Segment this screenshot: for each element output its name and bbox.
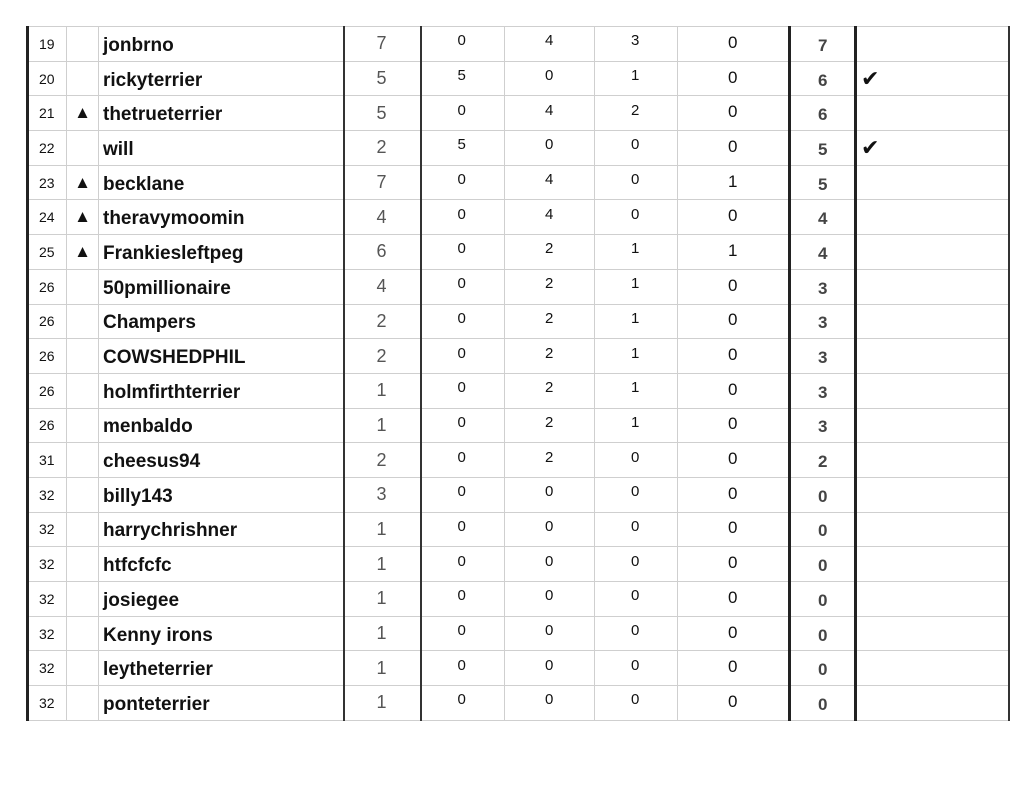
total-points-cell: 3 (790, 304, 856, 339)
player-name-cell: thetrueterrier (99, 96, 344, 131)
score-col-3-cell: 2 (505, 373, 595, 408)
total-points-cell: 3 (790, 269, 856, 304)
position-cell: 25 (28, 235, 67, 270)
score-col-4-cell: 0 (595, 443, 678, 478)
player-name-cell: htfcfcfc (99, 547, 344, 582)
score-col-1-cell: 7 (344, 27, 421, 62)
movement-up-icon (67, 582, 99, 617)
score-col-2-cell: 0 (421, 686, 505, 721)
table-row (28, 200, 1009, 235)
score-col-2-cell: 0 (421, 477, 505, 512)
score-col-2-cell: 0 (421, 547, 505, 582)
score-col-4-cell: 0 (595, 651, 678, 686)
player-name-cell: billy143 (99, 477, 344, 512)
player-name-cell: theravymoomin (99, 200, 344, 235)
checkmark-icon (856, 269, 1009, 304)
score-col-2-cell: 5 (421, 61, 505, 96)
score-col-1-cell: 1 (344, 547, 421, 582)
score-col-5-cell: 1 (678, 165, 790, 200)
score-col-3-cell: 4 (505, 27, 595, 62)
total-points-cell: 6 (790, 61, 856, 96)
total-points-cell: 0 (790, 582, 856, 617)
score-col-1-cell: 1 (344, 408, 421, 443)
total-points-cell: 4 (790, 200, 856, 235)
total-points-cell: 0 (790, 651, 856, 686)
score-col-1-cell: 5 (344, 96, 421, 131)
checkmark-icon (856, 235, 1009, 270)
table-row (28, 131, 1009, 166)
player-name-cell: harrychrishner (99, 512, 344, 547)
checkmark-icon (856, 686, 1009, 721)
score-col-1-cell: 2 (344, 131, 421, 166)
total-points-cell: 0 (790, 547, 856, 582)
movement-up-icon: ▲ (67, 165, 99, 200)
score-col-2-cell: 0 (421, 512, 505, 547)
player-name-cell: Champers (99, 304, 344, 339)
score-col-2-cell: 0 (421, 582, 505, 617)
checkmark-icon: ✔ (856, 131, 1009, 166)
checkmark-icon (856, 96, 1009, 131)
score-col-2-cell: 0 (421, 200, 505, 235)
checkmark-icon: ✔ (856, 61, 1009, 96)
position-cell: 26 (28, 373, 67, 408)
table-row (28, 616, 1009, 651)
movement-up-icon (67, 512, 99, 547)
checkmark-icon (856, 200, 1009, 235)
score-col-2-cell: 0 (421, 616, 505, 651)
total-points-cell: 3 (790, 408, 856, 443)
player-name-cell: COWSHEDPHIL (99, 339, 344, 374)
total-points-cell: 5 (790, 165, 856, 200)
position-cell: 19 (28, 27, 67, 62)
score-col-5-cell: 0 (678, 408, 790, 443)
score-col-2-cell: 0 (421, 96, 505, 131)
score-col-1-cell: 2 (344, 339, 421, 374)
score-col-2-cell: 0 (421, 304, 505, 339)
position-cell: 32 (28, 477, 67, 512)
score-col-4-cell: 3 (595, 27, 678, 62)
score-col-5-cell: 0 (678, 339, 790, 374)
total-points-cell: 0 (790, 477, 856, 512)
total-points-cell: 3 (790, 373, 856, 408)
movement-up-icon (67, 373, 99, 408)
score-col-3-cell: 2 (505, 235, 595, 270)
score-col-4-cell: 0 (595, 165, 678, 200)
movement-up-icon (67, 477, 99, 512)
table-row (28, 27, 1009, 62)
table-row (28, 235, 1009, 270)
score-col-5-cell: 0 (678, 96, 790, 131)
movement-up-icon (67, 408, 99, 443)
score-col-2-cell: 0 (421, 443, 505, 478)
score-col-2-cell: 0 (421, 27, 505, 62)
position-cell: 26 (28, 269, 67, 304)
score-col-2-cell: 0 (421, 269, 505, 304)
checkmark-icon (856, 165, 1009, 200)
score-col-3-cell: 0 (505, 582, 595, 617)
table-row (28, 339, 1009, 374)
position-cell: 31 (28, 443, 67, 478)
score-col-3-cell: 0 (505, 547, 595, 582)
position-cell: 32 (28, 582, 67, 617)
score-col-2-cell: 0 (421, 339, 505, 374)
score-col-1-cell: 2 (344, 443, 421, 478)
movement-up-icon: ▲ (67, 235, 99, 270)
position-cell: 21 (28, 96, 67, 131)
player-name-cell: becklane (99, 165, 344, 200)
player-name-cell: Kenny irons (99, 616, 344, 651)
score-col-5-cell: 0 (678, 477, 790, 512)
position-cell: 24 (28, 200, 67, 235)
table-row (28, 582, 1009, 617)
player-name-cell: rickyterrier (99, 61, 344, 96)
score-col-1-cell: 4 (344, 269, 421, 304)
score-col-4-cell: 1 (595, 408, 678, 443)
score-col-2-cell: 0 (421, 235, 505, 270)
position-cell: 23 (28, 165, 67, 200)
total-points-cell: 4 (790, 235, 856, 270)
standings-table (26, 26, 1010, 721)
score-col-1-cell: 1 (344, 686, 421, 721)
score-col-4-cell: 0 (595, 582, 678, 617)
score-col-3-cell: 0 (505, 616, 595, 651)
movement-up-icon (67, 27, 99, 62)
score-col-4-cell: 0 (595, 686, 678, 721)
table-row (28, 269, 1009, 304)
position-cell: 20 (28, 61, 67, 96)
movement-up-icon (67, 339, 99, 374)
score-col-1-cell: 1 (344, 373, 421, 408)
checkmark-icon (856, 651, 1009, 686)
score-col-5-cell: 0 (678, 269, 790, 304)
score-col-1-cell: 7 (344, 165, 421, 200)
position-cell: 32 (28, 686, 67, 721)
score-col-3-cell: 2 (505, 339, 595, 374)
checkmark-icon (856, 582, 1009, 617)
score-col-4-cell: 0 (595, 200, 678, 235)
score-col-3-cell: 2 (505, 304, 595, 339)
score-col-3-cell: 0 (505, 686, 595, 721)
table-row (28, 304, 1009, 339)
checkmark-icon (856, 512, 1009, 547)
player-name-cell: holmfirthterrier (99, 373, 344, 408)
score-col-5-cell: 0 (678, 686, 790, 721)
player-name-cell: ponteterrier (99, 686, 344, 721)
table-row (28, 547, 1009, 582)
score-col-3-cell: 2 (505, 443, 595, 478)
player-name-cell: menbaldo (99, 408, 344, 443)
score-col-1-cell: 5 (344, 61, 421, 96)
movement-up-icon (67, 61, 99, 96)
position-cell: 32 (28, 651, 67, 686)
score-col-2-cell: 5 (421, 131, 505, 166)
score-col-4-cell: 1 (595, 373, 678, 408)
score-col-4-cell: 0 (595, 477, 678, 512)
score-col-5-cell: 0 (678, 373, 790, 408)
score-col-4-cell: 2 (595, 96, 678, 131)
player-name-cell: josiegee (99, 582, 344, 617)
movement-up-icon (67, 443, 99, 478)
score-col-1-cell: 1 (344, 582, 421, 617)
player-name-cell: Frankiesleftpeg (99, 235, 344, 270)
position-cell: 32 (28, 512, 67, 547)
movement-up-icon (67, 304, 99, 339)
movement-up-icon (67, 269, 99, 304)
position-cell: 26 (28, 339, 67, 374)
score-col-2-cell: 0 (421, 165, 505, 200)
score-col-4-cell: 1 (595, 61, 678, 96)
checkmark-icon (856, 304, 1009, 339)
table-row (28, 477, 1009, 512)
checkmark-icon (856, 547, 1009, 582)
score-col-5-cell: 0 (678, 61, 790, 96)
checkmark-icon (856, 373, 1009, 408)
checkmark-icon (856, 477, 1009, 512)
movement-up-icon: ▲ (67, 96, 99, 131)
score-col-2-cell: 0 (421, 408, 505, 443)
score-col-3-cell: 4 (505, 96, 595, 131)
score-col-5-cell: 0 (678, 200, 790, 235)
score-col-3-cell: 2 (505, 269, 595, 304)
total-points-cell: 6 (790, 96, 856, 131)
score-col-4-cell: 0 (595, 547, 678, 582)
total-points-cell: 3 (790, 339, 856, 374)
total-points-cell: 5 (790, 131, 856, 166)
score-col-3-cell: 0 (505, 131, 595, 166)
total-points-cell: 0 (790, 512, 856, 547)
score-col-1-cell: 3 (344, 477, 421, 512)
table-body (28, 27, 1009, 721)
score-col-5-cell: 0 (678, 512, 790, 547)
score-col-3-cell: 4 (505, 200, 595, 235)
movement-up-icon (67, 651, 99, 686)
score-col-4-cell: 1 (595, 269, 678, 304)
checkmark-icon (856, 443, 1009, 478)
score-col-1-cell: 1 (344, 616, 421, 651)
checkmark-icon (856, 616, 1009, 651)
score-col-5-cell: 0 (678, 131, 790, 166)
score-col-3-cell: 4 (505, 165, 595, 200)
score-col-3-cell: 2 (505, 408, 595, 443)
checkmark-icon (856, 408, 1009, 443)
score-col-5-cell: 0 (678, 651, 790, 686)
score-col-4-cell: 0 (595, 616, 678, 651)
position-cell: 32 (28, 547, 67, 582)
score-col-5-cell: 0 (678, 304, 790, 339)
score-col-1-cell: 1 (344, 651, 421, 686)
score-col-4-cell: 1 (595, 235, 678, 270)
table-row (28, 408, 1009, 443)
checkmark-icon (856, 27, 1009, 62)
score-col-4-cell: 1 (595, 339, 678, 374)
score-col-1-cell: 2 (344, 304, 421, 339)
score-col-2-cell: 0 (421, 651, 505, 686)
position-cell: 26 (28, 408, 67, 443)
score-col-4-cell: 1 (595, 304, 678, 339)
player-name-cell: jonbrno (99, 27, 344, 62)
score-col-1-cell: 4 (344, 200, 421, 235)
movement-up-icon (67, 616, 99, 651)
score-col-5-cell: 0 (678, 547, 790, 582)
position-cell: 26 (28, 304, 67, 339)
position-cell: 22 (28, 131, 67, 166)
player-name-cell: cheesus94 (99, 443, 344, 478)
score-col-3-cell: 0 (505, 512, 595, 547)
table-row (28, 512, 1009, 547)
player-name-cell: will (99, 131, 344, 166)
player-name-cell: 50pmillionaire (99, 269, 344, 304)
table-row (28, 443, 1009, 478)
score-col-4-cell: 0 (595, 512, 678, 547)
table-row (28, 165, 1009, 200)
checkmark-icon (856, 339, 1009, 374)
total-points-cell: 7 (790, 27, 856, 62)
movement-up-icon (67, 131, 99, 166)
score-col-2-cell: 0 (421, 373, 505, 408)
total-points-cell: 0 (790, 686, 856, 721)
score-col-3-cell: 0 (505, 61, 595, 96)
score-col-3-cell: 0 (505, 477, 595, 512)
score-col-5-cell: 0 (678, 27, 790, 62)
score-col-1-cell: 1 (344, 512, 421, 547)
score-col-5-cell: 0 (678, 582, 790, 617)
movement-up-icon: ▲ (67, 200, 99, 235)
score-col-5-cell: 0 (678, 616, 790, 651)
score-col-3-cell: 0 (505, 651, 595, 686)
score-col-4-cell: 0 (595, 131, 678, 166)
table-row (28, 96, 1009, 131)
score-col-1-cell: 6 (344, 235, 421, 270)
table-row (28, 651, 1009, 686)
score-col-5-cell: 0 (678, 443, 790, 478)
table-row (28, 373, 1009, 408)
movement-up-icon (67, 547, 99, 582)
player-name-cell: leytheterrier (99, 651, 344, 686)
total-points-cell: 0 (790, 616, 856, 651)
position-cell: 32 (28, 616, 67, 651)
table-row (28, 61, 1009, 96)
table-row (28, 686, 1009, 721)
score-col-5-cell: 1 (678, 235, 790, 270)
movement-up-icon (67, 686, 99, 721)
total-points-cell: 2 (790, 443, 856, 478)
